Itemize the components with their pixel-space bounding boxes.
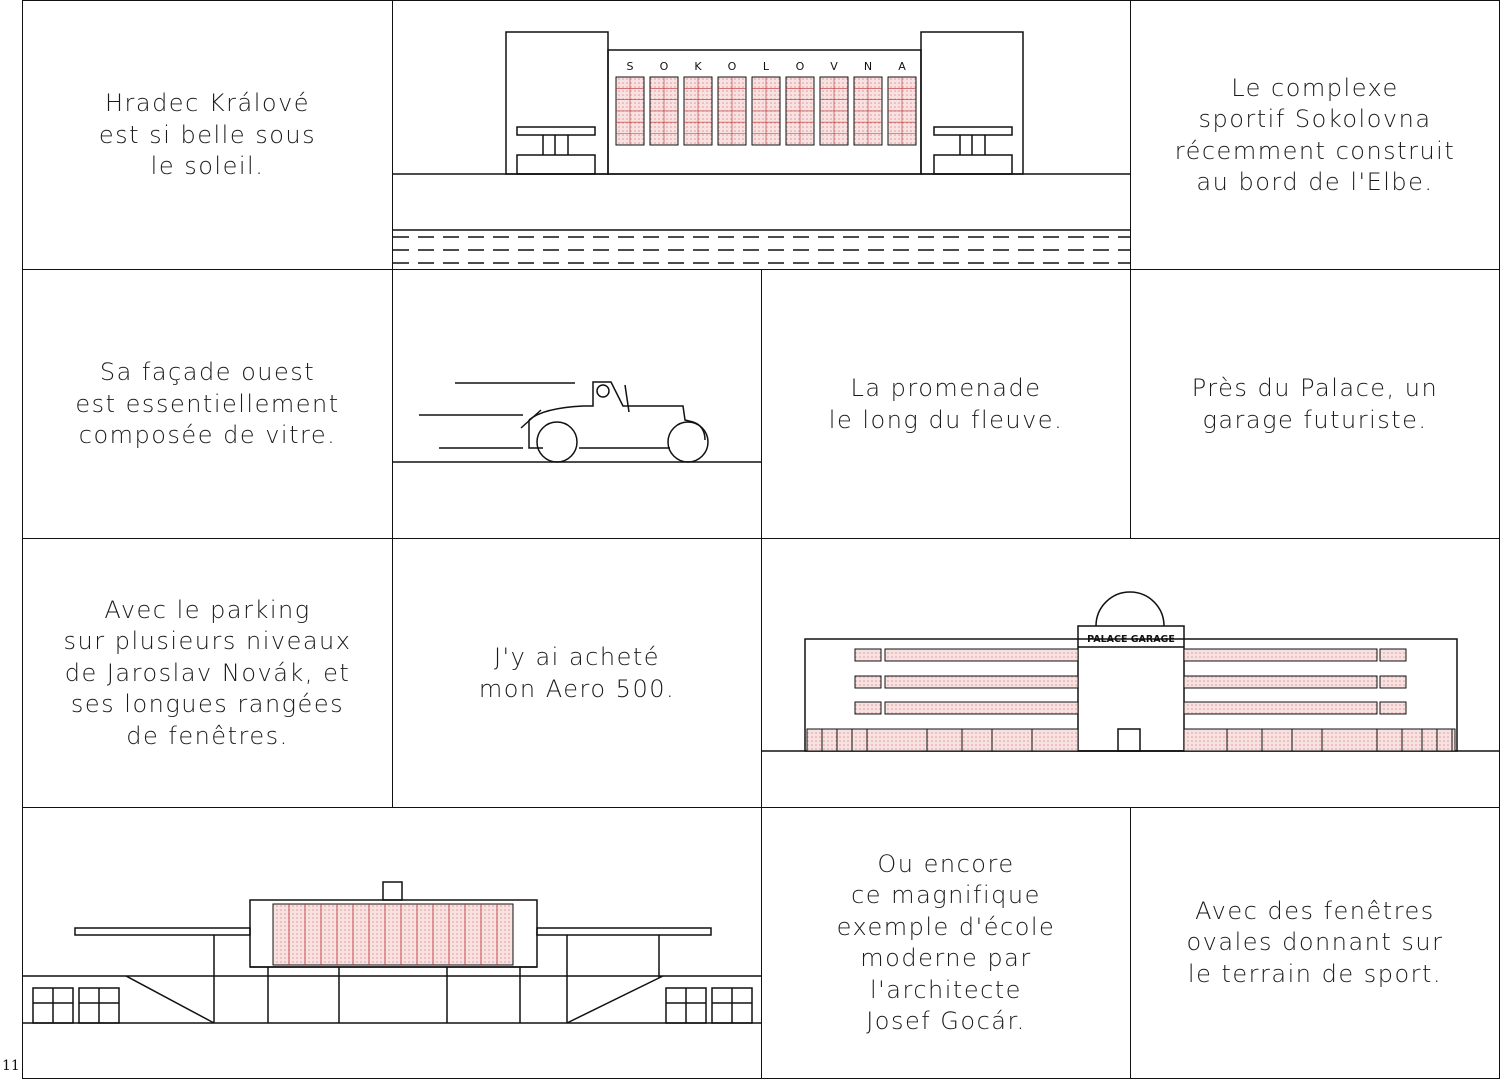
window-band — [885, 702, 1078, 714]
window — [273, 904, 513, 965]
page-number: 11 — [2, 1058, 20, 1074]
sign-letter: O — [795, 60, 805, 73]
caption-aero: J'y ai acheté mon Aero 500. — [478, 643, 676, 703]
comic-panel-7 — [1130, 269, 1500, 540]
comic-panel-12 — [761, 807, 1131, 1079]
school-building-illustration — [23, 808, 762, 1079]
sign-letter: N — [863, 60, 873, 73]
ground-floor-window — [807, 729, 1078, 751]
caption-palace: Près du Palace, un garage futuriste. — [1191, 374, 1439, 434]
comic-panel-8 — [22, 538, 393, 809]
sign-letter: S — [626, 60, 634, 73]
sign-letter: O — [727, 60, 737, 73]
comic-panel-9 — [392, 538, 762, 809]
caption-parking: Avec le parking sur plusieurs niveaux de Jaroslav Novák, et ses longues rangées de fenêtres. — [63, 595, 352, 750]
comic-panel-4 — [22, 269, 393, 540]
window-band — [1380, 702, 1406, 714]
comic-panel-10 — [761, 538, 1500, 809]
window-band — [1184, 649, 1377, 661]
window-band — [855, 676, 881, 688]
palace-garage-illustration — [762, 539, 1500, 809]
sign-letter: A — [898, 60, 906, 73]
sign-letter: V — [830, 60, 838, 73]
window-band — [855, 702, 881, 714]
window-band — [1380, 676, 1406, 688]
caption-oval-windows: Avec des fenêtres ovales donnant sur le terrain de sport. — [1186, 896, 1444, 988]
caption-facade: Sa façade ouest est essentiellement composée de vitre. — [75, 358, 340, 450]
sign-letter: K — [694, 60, 702, 73]
sign-letter: L — [762, 60, 770, 73]
window-band — [1380, 649, 1406, 661]
window-band — [885, 649, 1078, 661]
car-illustration — [393, 270, 762, 540]
comic-panel-3 — [1130, 0, 1500, 271]
comic-panel-13 — [1130, 807, 1500, 1079]
window-band — [1184, 702, 1377, 714]
palace-garage-sign: PALACE GARAGE — [1087, 634, 1175, 645]
comic-panel-2 — [392, 0, 1131, 271]
comic-panel-6 — [761, 269, 1131, 540]
window-band — [1184, 676, 1377, 688]
sokolovna-building-illustration — [393, 1, 1131, 271]
ground-floor-window — [1184, 729, 1455, 751]
window-band — [855, 649, 881, 661]
caption-promenade: La promenade le long du fleuve. — [828, 374, 1064, 434]
sign-letter: O — [659, 60, 669, 73]
caption-sokolovna: Le complexe sportif Sokolovna récemment construit au bord de l'Elbe. — [1174, 73, 1456, 196]
comic-panel-5 — [392, 269, 762, 540]
comic-panel-11 — [22, 807, 762, 1079]
window-band — [885, 676, 1078, 688]
comic-panel-1 — [22, 0, 393, 271]
caption-hradec: Hradec Králové est si belle sous le soleil. — [98, 89, 317, 181]
caption-school: Ou encore ce magnifique exemple d'école moderne par l'architecte Josef Gocár. — [836, 849, 1056, 1035]
